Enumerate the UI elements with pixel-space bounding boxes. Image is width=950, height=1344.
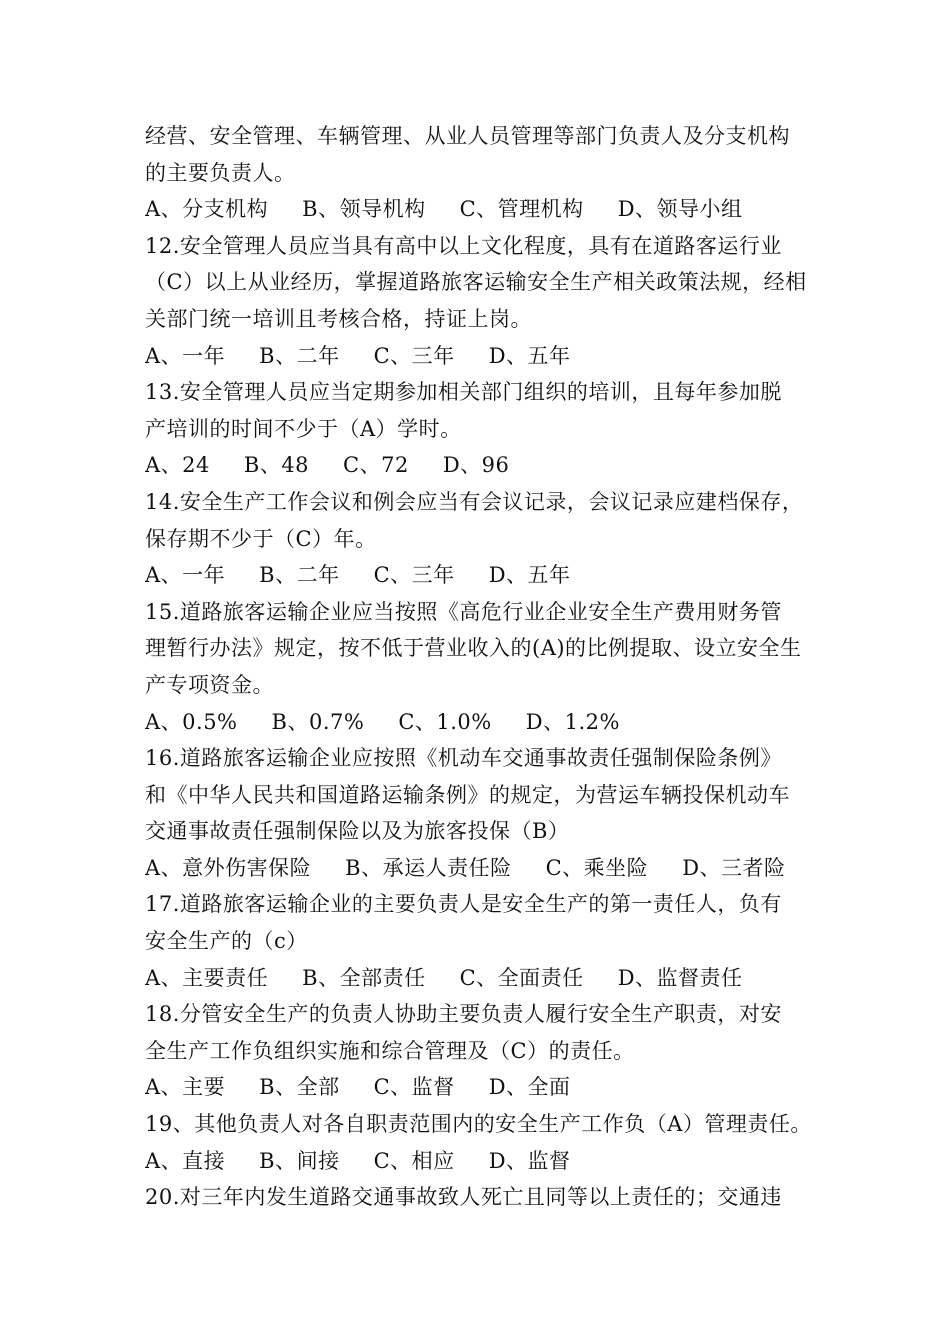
text-line: 产专项资金。 [145,672,274,697]
answer-option: C、72 [343,453,409,478]
answer-option: D、96 [442,453,510,478]
answer-options [145,338,845,375]
answer-options [145,1069,845,1106]
answer-option: C、相应 [373,1148,455,1173]
text-line: 经营、安全管理、车辆管理、从业人员管理等部门负责人及分支机构 [145,124,790,148]
answer-option: D、全面 [488,1075,571,1100]
text-line: 17.道路旅客运输企业的主要负责人是安全生产的第一责任人，负有 [145,892,782,917]
text-line: 关部门统一培训且考核合格，持证上岗。 [145,306,532,331]
answer-option: A、主要 [145,1075,226,1100]
answer-option: D、三者险 [682,855,786,880]
answer-option: A、一年 [145,563,226,588]
answer-option: C、管理机构 [459,197,584,222]
answer-options [145,447,845,484]
answer-option: B、全部 [259,1075,340,1100]
answer-option: D、监督责任 [617,965,743,990]
answer-option: C、乘坐险 [545,855,649,880]
answer-option: D、五年 [488,563,571,588]
answer-option: A、0.5% [145,709,238,734]
answer-option: A、主要责任 [145,965,269,990]
answer-options [145,960,845,997]
answer-option: D、1.2% [525,709,620,734]
text-line: 全生产工作负组织实施和综合管理及（C）的责任。 [145,1038,635,1063]
text-line: 14.安全生产工作会议和例会应当有会议记录，会议记录应建档保存， [145,489,804,514]
answer-option: B、承运人责任险 [345,855,512,880]
text-line: 12.安全管理人员应当具有高中以上文化程度，具有在道路客运行业 [145,233,782,258]
text-line: 16.道路旅客运输企业应按照《机动车交通事故责任强制保险条例》 [145,746,782,771]
answer-option: A、一年 [145,343,226,368]
text-line: 的主要负责人。 [145,160,296,185]
answer-options [145,850,845,887]
answer-options [145,191,845,228]
answer-option: C、1.0% [398,709,492,734]
text-line: 18.分管安全生产的负责人协助主要负责人履行安全生产职责，对安 [145,1002,782,1027]
answer-option: A、分支机构 [145,197,269,222]
answer-option: C、监督 [373,1075,455,1100]
answer-option: B、二年 [259,563,340,588]
answer-option: B、间接 [259,1148,340,1173]
answer-option: B、48 [243,453,310,478]
answer-option: C、全面责任 [459,965,584,990]
answer-option: C、三年 [373,563,455,588]
answer-option: A、24 [145,453,210,478]
answer-option: B、0.7% [271,709,365,734]
answer-option: D、监督 [488,1148,571,1173]
answer-options [145,1143,845,1180]
text-line: 20.对三年内发生道路交通事故致人死亡且同等以上责任的；交通违 [145,1185,782,1210]
answer-option: B、领导机构 [302,197,426,222]
answer-options [145,557,845,594]
text-line: 安全生产的（c） [145,929,308,954]
text-line: 15.道路旅客运输企业应当按照《高危行业企业安全生产费用财务管 [145,599,782,624]
answer-option: B、二年 [259,343,340,368]
answer-option: B、全部责任 [302,965,426,990]
text-line: 保存期不少于（C）年。 [145,526,377,551]
answer-option: D、五年 [488,343,571,368]
answer-options [145,704,845,741]
text-line: 交通事故责任强制保险以及为旅客投保（B） [145,819,570,844]
text-line: 13.安全管理人员应当定期参加相关部门组织的培训，且每年参加脱 [145,380,782,405]
text-line: 理暂行办法》规定，按不低于营业收入的(A)的比例提取、设立安全生 [145,636,802,661]
answer-option: C、三年 [373,343,455,368]
document-body [145,118,845,1216]
answer-option: A、意外伤害保险 [145,855,312,880]
answer-option: A、直接 [145,1148,226,1173]
answer-option: D、领导小组 [617,197,743,222]
text-line: 产培训的时间不少于（A）学时。 [145,416,462,441]
text-line: （C）以上从业经历，掌握道路旅客运输安全生产相关政策法规，经相 [145,270,807,295]
text-line: 19、其他负责人对各自职责范围内的安全生产工作负（A）管理责任。 [145,1112,812,1137]
text-line: 和《中华人民共和国道路运输条例》的规定，为营运车辆投保机动车 [145,782,790,807]
